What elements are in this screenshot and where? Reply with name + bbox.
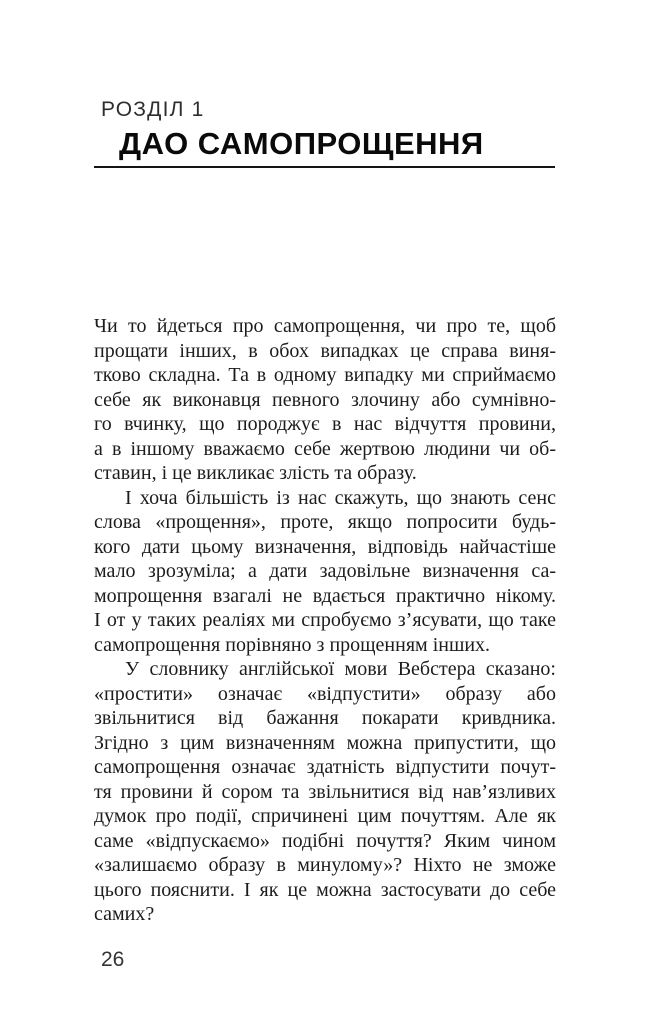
text-line: думок про події, спричинені цим почуттям. Але як (94, 805, 556, 827)
text-line: кого дати цьому визначення, відповідь найчастіше (94, 535, 556, 558)
paragraph (94, 486, 556, 658)
text-line: себе як виконавця певного злочину або сумнівно- (94, 388, 556, 411)
text-line: саме «відпускаємо» подібні почуття? Яким чином (94, 829, 556, 852)
text-line: тково складна. Та в одному випадку ми сприймаємо (94, 364, 556, 386)
text-line: звільнитися від бажання покарати кривдника. (94, 707, 556, 729)
text-line: прощати інших, в обох випадках це справа виня- (94, 339, 556, 362)
text-line: Чи то йдеться про самопрощення, чи про те, щоб (94, 315, 556, 337)
title-block (94, 127, 555, 168)
text-line: самопрощення означає здатність відпустити почут- (94, 756, 556, 778)
text-line: У словнику англійської мови Вебстера сказано: (125, 658, 556, 680)
text-line: а в іншому вважаємо себе жертвою людини чи об- (94, 437, 556, 460)
paragraph (94, 657, 556, 927)
page-number: 26 (101, 948, 125, 971)
chapter-label: РОЗДІЛ 1 (101, 98, 205, 121)
text-line: го вчинку, що породжує в нас відчуття провини, (94, 413, 556, 435)
text-line: Згідно з цим визначенням можна припустити, що (94, 731, 556, 754)
text-line: тя провини й сором та звільнитися від нав’язливих (94, 780, 556, 803)
paragraph (94, 314, 556, 486)
text-line: І от у таких реаліях ми спробуємо з’ясувати, що таке (94, 609, 556, 631)
text-line: цього пояснити. І як це можна застосувати до себе (94, 878, 556, 901)
text-line: самопрощення порівняно з прощенням інших. (94, 633, 491, 656)
text-line: І хоча більшість із нас скажуть, що знають сенс (125, 486, 556, 509)
text-line: «залишаємо образу в минулому»? Ніхто не зможе (94, 854, 556, 876)
text-line: мопрощення взагалі не вдається практично нікому. (94, 584, 556, 607)
body-text (94, 314, 556, 927)
text-line: ставин, і це викликає злість та образу. (94, 462, 417, 484)
text-line: «простити» означає «відпустити» образу або (94, 682, 556, 705)
text-line: самих? (94, 903, 155, 925)
text-line: слова «прощення», проте, якщо попросити будь- (94, 511, 556, 533)
text-line: мало зрозуміла; а дати задовільне визначення са- (94, 560, 556, 582)
chapter-title: ДАО САМОПРОЩЕННЯ (119, 126, 484, 161)
